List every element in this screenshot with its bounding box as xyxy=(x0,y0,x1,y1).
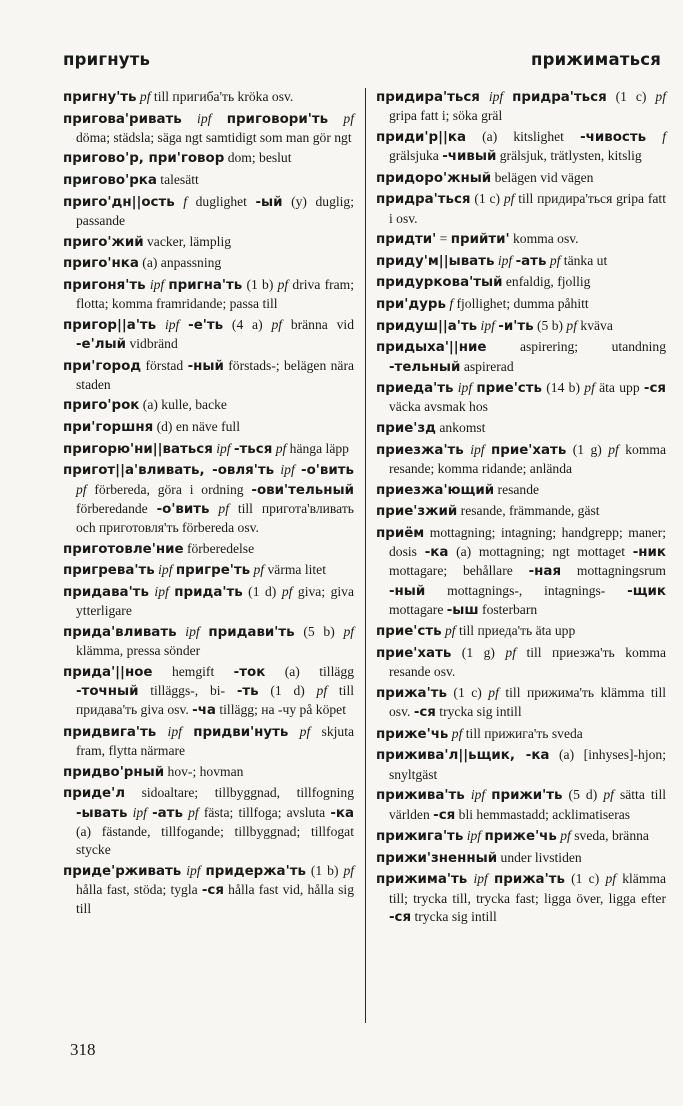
definition-text: hov-; hovman xyxy=(164,763,244,779)
dictionary-entry xyxy=(376,317,666,336)
dictionary-entry xyxy=(63,171,354,190)
dictionary-entry xyxy=(376,441,666,479)
definition-text: (1 g) xyxy=(451,645,506,661)
headword: -ся xyxy=(433,807,456,823)
headword: приговори'ть xyxy=(226,111,329,127)
headword: прие'сть xyxy=(376,624,442,640)
definition-text: tillägg; на -чу på köpet xyxy=(215,702,346,718)
grammar-label: ipf xyxy=(453,380,473,396)
definition-text: hålla fast vid, hålla sig till xyxy=(76,882,354,917)
definition-text: till приеда'ть äta upp xyxy=(455,623,576,639)
grammar-label: pf xyxy=(250,562,265,578)
grammar-label: ipf xyxy=(181,110,212,126)
headword: -тельный xyxy=(389,359,461,375)
dictionary-entry xyxy=(376,622,666,641)
definition-text: till приезжа'ть komma resande osv. xyxy=(389,645,666,680)
dictionary-entry xyxy=(63,862,354,919)
definition-text: aspirering; utandning xyxy=(486,339,666,355)
grammar-label: pf xyxy=(584,380,595,396)
definition-text: (1 d) xyxy=(258,682,317,698)
headword: -ся xyxy=(201,883,224,899)
headword: -ть xyxy=(236,683,259,699)
grammar-label: pf xyxy=(655,89,666,104)
headword: приеда'ть xyxy=(376,381,454,397)
definition-text: komma osv. xyxy=(509,231,579,247)
dictionary-entry xyxy=(63,461,354,537)
headword: прида'вливать xyxy=(63,624,177,640)
dictionary-entry xyxy=(63,193,354,231)
grammar-label: ipf xyxy=(494,252,513,268)
dictionary-entry xyxy=(376,870,666,927)
right-column xyxy=(376,88,666,930)
definition-text: (y) duglig; passande xyxy=(76,193,354,228)
dictionary-entry xyxy=(376,273,666,292)
headword: прида'||ное xyxy=(63,664,153,680)
grammar-label: pf xyxy=(136,89,151,104)
headword: -ся xyxy=(643,381,667,397)
grammar-label: pf xyxy=(505,645,516,661)
grammar-label: pf xyxy=(343,623,355,639)
headword: пригово'рка xyxy=(63,173,157,189)
definition-text: (1 b) xyxy=(242,276,278,292)
definition-text: grälsjuk, trätlysten, kitslig xyxy=(496,148,642,164)
dictionary-entry xyxy=(376,190,666,228)
definition-text: förbereda, göra i ordning xyxy=(86,481,252,497)
grammar-label: pf xyxy=(556,828,571,844)
definition-text: (5 d) xyxy=(562,787,604,803)
grammar-label: f xyxy=(646,128,666,144)
definition-text: till прижига'ть sveda xyxy=(462,725,583,741)
dictionary-entry xyxy=(376,725,666,744)
grammar-label: ipf xyxy=(477,317,495,333)
headword: -ка xyxy=(424,544,449,560)
definition-text: tänka ut xyxy=(560,252,608,268)
headword: пригна'ть xyxy=(168,277,243,293)
grammar-label: ipf xyxy=(154,562,173,578)
definition-text xyxy=(179,317,188,332)
headword: пригну'ть xyxy=(63,90,137,105)
definition-text: sidoaltare; tillbyggnad, tillfogning xyxy=(125,785,354,801)
headword: придержа'ть xyxy=(205,863,306,879)
headword: -щик xyxy=(627,583,666,599)
definition-text: resande, främmande, gäst xyxy=(457,503,600,519)
headword: прижима'ть xyxy=(376,872,468,888)
definition-text: duglighet xyxy=(187,193,256,209)
headword: при'горшня xyxy=(63,420,154,436)
headword: прие'сть xyxy=(476,381,542,397)
definition-text: (1 c) xyxy=(606,89,656,104)
headword: приде'л xyxy=(63,786,126,802)
grammar-label: pf xyxy=(277,276,289,292)
headword: -ча xyxy=(192,703,216,719)
dictionary-entry xyxy=(63,663,354,721)
grammar-label: ipf xyxy=(176,623,200,639)
headword: прижи'зненный xyxy=(376,850,498,866)
dictionary-entry xyxy=(376,338,666,377)
dictionary-entry xyxy=(63,88,354,107)
definition-text: (14 b) xyxy=(541,380,585,396)
headword: -ся xyxy=(389,910,412,925)
definition-text: mottagningsrum xyxy=(561,563,667,579)
definition-text: sätta till världen xyxy=(389,787,667,822)
definition-text: förberedelse xyxy=(183,540,255,556)
dictionary-entry xyxy=(63,396,354,415)
grammar-label: ipf xyxy=(467,871,488,887)
definition-text: förstads-; belägen nära staden xyxy=(76,357,355,392)
headword: прижа'ть xyxy=(494,872,565,888)
headword: придава'ть xyxy=(63,584,149,600)
headword: прижи'ть xyxy=(491,788,563,804)
dictionary-entry xyxy=(376,169,666,188)
definition-text xyxy=(211,111,226,126)
definition-text: bli hemmastadd; acklimatiseras xyxy=(455,806,631,822)
headword: -ный xyxy=(389,583,426,599)
definition-text: belägen vid vägen xyxy=(491,169,594,185)
definition-text: trycka sig intill xyxy=(411,909,497,924)
definition-text: förberedande xyxy=(76,500,157,516)
definition-text: (1 c) xyxy=(470,191,504,207)
dictionary-entry xyxy=(63,623,354,661)
headword: -ток xyxy=(233,664,266,680)
definition-text: = xyxy=(436,231,451,247)
definition-text: (a) mottagning; ngt mottaget xyxy=(448,543,633,559)
definition-text: vacker, lämplig xyxy=(143,233,232,249)
headword: пригот||а'вливать, -овля'ть xyxy=(63,463,275,479)
dictionary-entry xyxy=(376,252,666,271)
headword: -ся xyxy=(413,705,436,721)
grammar-label: ipf xyxy=(212,440,231,456)
definition-text: komma resande; komma ridande; anlända xyxy=(389,441,666,476)
definition-text: döma; städsla; säga ngt samtidigt som man gör ngt xyxy=(76,129,352,145)
headword: -ыш xyxy=(446,602,479,618)
headword: приём xyxy=(376,525,425,541)
headword: -ный xyxy=(187,358,224,374)
definition-text: kväva xyxy=(577,317,613,333)
headword: при'город xyxy=(63,358,142,374)
grammar-label: ipf xyxy=(463,441,485,457)
headword: пригова'ривать xyxy=(63,111,182,127)
headword: придира'ться xyxy=(376,90,480,105)
grammar-label: pf xyxy=(209,500,229,516)
dictionary-entry xyxy=(63,233,354,252)
headword: прижива'ть xyxy=(376,788,465,804)
dictionary-entry xyxy=(63,254,354,273)
grammar-label: ipf xyxy=(274,462,295,478)
headword: придви'нуть xyxy=(193,724,289,740)
headword: -чивый xyxy=(442,149,497,165)
headword: -е'лый xyxy=(76,336,127,352)
grammar-label: pf xyxy=(271,316,283,332)
dictionary-entry xyxy=(63,540,354,559)
definition-text: fjollighet; dumma påhitt xyxy=(453,296,589,312)
definition-text: till придава'ть giva osv. xyxy=(76,682,354,718)
definition-text: (a) anpassning xyxy=(138,255,222,271)
grammar-label: pf xyxy=(605,871,617,887)
definition-text: under livstiden xyxy=(497,849,582,865)
headword: -ник xyxy=(632,544,666,560)
definition-text: äta upp xyxy=(594,380,644,396)
dictionary-entry xyxy=(63,583,354,621)
headword: -ый xyxy=(255,194,283,210)
definition-text: bränna vid xyxy=(282,316,354,332)
grammar-label: pf xyxy=(603,787,614,803)
grammar-label: pf xyxy=(328,110,354,126)
running-head-left: пригнуть xyxy=(63,50,151,69)
grammar-label: ipf xyxy=(181,862,201,878)
headword: прийти' xyxy=(450,232,510,248)
dictionary-entry xyxy=(63,418,354,437)
dictionary-entry xyxy=(63,357,354,395)
grammar-label: pf xyxy=(608,441,619,457)
headword: пригоня'ть xyxy=(63,277,146,293)
headword: придуркова'тый xyxy=(376,275,503,291)
headword: придави'ть xyxy=(208,624,295,640)
headword: пригорю'ни||ваться xyxy=(63,441,213,457)
headword: -ться xyxy=(233,441,273,457)
dictionary-entry xyxy=(376,827,666,846)
definition-text: dom; beslut xyxy=(224,150,292,166)
headword: приже'чь xyxy=(376,726,449,742)
headword: -чивость xyxy=(580,129,647,145)
dictionary-entry xyxy=(376,128,666,167)
definition-text: mottagnings-, intagnings- xyxy=(425,582,628,598)
headword: придво'рный xyxy=(63,764,165,780)
grammar-label: pf xyxy=(546,252,561,268)
definition-text: (1 c) xyxy=(564,871,606,887)
dictionary-entry xyxy=(63,110,354,148)
definition-text: fästa; tillfoga; avsluta xyxy=(198,804,331,820)
definition-text: giva; giva ytterligare xyxy=(76,583,355,619)
dictionary-entry xyxy=(376,524,666,620)
grammar-label: ipf xyxy=(156,316,180,332)
definition-text: (1 g) xyxy=(566,441,609,457)
definition-text: sveda, bränna xyxy=(570,828,649,844)
dictionary-entry xyxy=(63,276,354,314)
headword: -е'ть xyxy=(188,317,224,333)
headword: придыха'||ние xyxy=(376,340,487,356)
definition-text: hålla fast, stöda; tygla xyxy=(76,882,202,898)
definition-text: talesätt xyxy=(156,172,199,188)
headword: приго'рок xyxy=(63,398,140,414)
grammar-label: ipf xyxy=(127,804,147,820)
dictionary-entry xyxy=(376,849,666,868)
definition-text: fosterbarn xyxy=(478,601,538,617)
dictionary-entry xyxy=(63,561,354,580)
headword: придвига'ть xyxy=(63,724,157,740)
headword: приезжа'ть xyxy=(376,442,464,458)
dictionary-entry xyxy=(376,88,666,126)
definition-text: (1 c) xyxy=(446,684,489,700)
headword: прие'зд xyxy=(376,421,436,437)
headword: прижига'ть xyxy=(376,829,464,845)
headword: -ать xyxy=(515,253,547,269)
grammar-label: ipf xyxy=(156,723,182,739)
dictionary-entry xyxy=(63,316,354,355)
definition-text: aspirerad xyxy=(460,358,514,374)
grammar-label: pf xyxy=(288,723,311,739)
definition-text: mottagning; intagning; handgrepp; maner; dosis xyxy=(389,524,666,559)
definition-text: tilläggs-, bi- xyxy=(138,682,237,698)
headword: -ать xyxy=(152,805,183,821)
grammar-label: pf xyxy=(316,682,328,698)
headword: -точный xyxy=(76,683,139,699)
definition-text: förstad xyxy=(141,357,188,373)
dictionary-entry xyxy=(376,295,666,314)
page-number: 318 xyxy=(70,1040,96,1059)
dictionary-entry xyxy=(63,784,354,859)
dictionary-entry xyxy=(376,684,666,723)
definition-text: (5 b) xyxy=(533,317,567,333)
dictionary-entry xyxy=(376,502,666,521)
grammar-label: pf xyxy=(441,623,456,639)
headword: при'дурь xyxy=(376,297,446,313)
left-column xyxy=(63,88,354,921)
column-divider xyxy=(365,88,366,1023)
headword: приде'рживать xyxy=(63,863,182,879)
dictionary-entry xyxy=(376,419,666,438)
dictionary-entry xyxy=(376,746,666,784)
definition-text xyxy=(503,89,512,104)
grammar-label: pf xyxy=(343,862,355,878)
dictionary-entry xyxy=(376,786,666,825)
headword: приже'чь xyxy=(484,829,557,845)
definition-text: (d) en näve full xyxy=(153,419,240,435)
definition-text: väcka avsmak hos xyxy=(389,399,488,415)
headword: придуш||а'ть xyxy=(376,318,478,334)
headword: приго'нка xyxy=(63,256,139,272)
grammar-label: pf xyxy=(448,725,463,741)
headword: пригово'р, при'говор xyxy=(63,151,225,167)
headword: приезжа'ющий xyxy=(376,482,495,498)
definition-text: grälsjuka xyxy=(389,148,443,164)
definition-text: (1 b) xyxy=(305,862,344,878)
headword: придра'ться xyxy=(376,192,471,208)
definition-text: till пригиба'ть kröka osv. xyxy=(150,89,294,104)
dictionary-entry xyxy=(63,763,354,782)
headword: -ови'тельный xyxy=(251,482,354,498)
definition-text: (a) kitslighet xyxy=(466,128,581,144)
dictionary-entry xyxy=(63,149,354,168)
headword: пригрева'ть xyxy=(63,563,155,579)
dictionary-entry xyxy=(376,379,666,417)
headword: -о'вить xyxy=(301,463,354,479)
definition-text: (a) [inhyses]-hjon; snyltgäst xyxy=(389,747,666,782)
definition-text: värma litet xyxy=(264,562,326,578)
grammar-label: pf xyxy=(503,191,515,207)
grammar-label: pf xyxy=(272,440,287,456)
headword: прие'хать xyxy=(376,646,452,662)
definition-text: klämma till; trycka till, trycka fast; ligga över, ligga efter xyxy=(389,871,667,906)
headword: прие'хать xyxy=(490,442,567,458)
definition-text: vidbränd xyxy=(126,335,178,351)
definition-text: trycka sig intill xyxy=(435,704,522,720)
grammar-label: pf xyxy=(566,317,577,333)
headword: -ная xyxy=(528,564,562,580)
definition-text: till прижима'ть klämma till osv. xyxy=(389,684,666,720)
definition-text: (a) tillägg xyxy=(265,663,354,679)
headword: -о'вить xyxy=(156,501,210,517)
grammar-label: f xyxy=(445,296,454,312)
grammar-label: ipf xyxy=(148,583,169,599)
headword: придоро'жный xyxy=(376,170,492,186)
definition-text: enfaldig, fjollig xyxy=(502,274,591,290)
headword: прижива'л||ьщик, -ка xyxy=(376,748,550,764)
definition-text: klämma, pressa sönder xyxy=(76,643,201,659)
dictionary-entry xyxy=(376,644,666,682)
headword: прида'ть xyxy=(174,584,243,600)
headword: -и'ть xyxy=(498,318,534,334)
definition-text: gripa fatt i; söka gräl xyxy=(389,108,503,124)
grammar-label: ipf xyxy=(479,89,504,104)
headword: прижа'ть xyxy=(376,685,447,701)
grammar-label: ipf xyxy=(463,828,482,844)
headword: -ка xyxy=(330,805,354,821)
headword: -ывать xyxy=(76,805,128,821)
headword: приготовле'ние xyxy=(63,541,184,557)
grammar-label: pf xyxy=(281,583,293,599)
headword: придти' xyxy=(376,232,437,248)
definition-text: (a) fästande, tillfogande; tillbyggnad; tillfogat stycke xyxy=(76,823,354,858)
headword: приго'дн||ость xyxy=(63,194,175,210)
grammar-label: ipf xyxy=(464,787,486,803)
definition-text: till придира'ться gripa fatt i osv. xyxy=(389,191,666,226)
grammar-label: ipf xyxy=(145,276,165,292)
definition-text: (5 b) xyxy=(294,623,344,639)
grammar-label: pf xyxy=(488,684,499,700)
headword: придра'ться xyxy=(512,90,607,105)
dictionary-entry xyxy=(376,230,666,249)
definition-text: mottagare xyxy=(389,601,447,617)
definition-text: skjuta fram, flytta närmare xyxy=(76,723,354,759)
definition-text xyxy=(182,724,193,739)
dictionary-entry xyxy=(63,723,354,761)
dictionary-entry xyxy=(376,481,666,500)
headword: приду'м||ывать xyxy=(376,253,495,269)
headword: пригор||а'ть xyxy=(63,317,157,333)
definition-text: driva fram; flotta; komma framridande; passa till xyxy=(76,276,355,312)
grammar-label: pf xyxy=(76,481,87,497)
grammar-label: pf xyxy=(182,804,199,820)
definition-text: hemgift xyxy=(152,663,234,679)
headword: приди'р||ка xyxy=(376,129,467,145)
headword: прие'зжий xyxy=(376,504,458,520)
definition-text: till пригота'вливать och приготовля'ть förbereda osv. xyxy=(76,500,354,536)
definition-text: mottagare; behållare xyxy=(389,563,529,579)
definition-text: (1 d) xyxy=(242,583,282,599)
definition-text: resande xyxy=(494,481,540,497)
headword: пригре'ть xyxy=(175,563,251,579)
definition-text: hänga läpp xyxy=(286,440,349,456)
running-head-right: прижиматься xyxy=(531,50,661,69)
definition-text: ankomst xyxy=(436,420,486,436)
definition-text: (a) kulle, backe xyxy=(139,397,227,413)
headword: приго'жий xyxy=(63,234,144,250)
dictionary-entry xyxy=(63,440,354,459)
grammar-label: f xyxy=(174,193,188,209)
definition-text: (4 a) xyxy=(223,316,272,332)
